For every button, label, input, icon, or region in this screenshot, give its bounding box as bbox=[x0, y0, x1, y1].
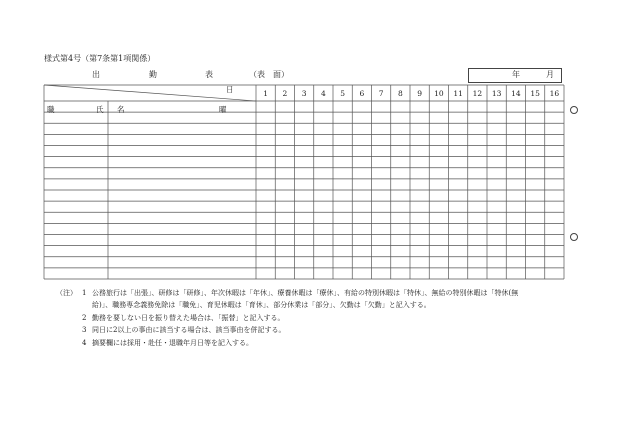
binder-hole-top bbox=[570, 106, 578, 114]
header-day-label: 日 bbox=[226, 85, 234, 94]
note-text: 摘要欄には採用・赴任・退職年月日等を記入する。 bbox=[92, 338, 253, 347]
note-text: 勤務を要しない日を振り替えた場合は、「振替」と記入する。 bbox=[92, 313, 285, 322]
title-char-1: 出 bbox=[92, 70, 100, 79]
binder-hole-bottom bbox=[570, 233, 578, 241]
header-name-label: 名 bbox=[117, 105, 125, 114]
form-number: 様式第4号（第7条第1項関係） bbox=[44, 54, 156, 63]
day-number-4: 4 bbox=[320, 89, 326, 98]
title-char-3: 表 bbox=[205, 70, 213, 79]
day-number-9: 9 bbox=[417, 89, 423, 98]
note-number: 4 bbox=[82, 338, 87, 347]
day-number-11: 11 bbox=[453, 89, 463, 98]
notes-section bbox=[56, 287, 518, 349]
day-number-8: 8 bbox=[397, 89, 403, 98]
note-number: 3 bbox=[82, 326, 87, 335]
note-text: 同日に2以上の事由に該当する場合は、該当事由を併記する。 bbox=[92, 326, 286, 335]
note-item-1 bbox=[56, 287, 518, 299]
day-number-7: 7 bbox=[378, 89, 384, 98]
note-item-1-continued: 給)」、職務専念義務免除は「職免」、育児休暇は「育休」、部分休業は「部分」、欠勤は「欠勤」と記入する。 bbox=[92, 301, 431, 310]
notes-prefix: （注） bbox=[56, 289, 77, 297]
header-diagonal bbox=[44, 85, 256, 101]
note-text: 公務旅行は「出張」、研修は「研修」、年次休暇は「年休」、療養休暇は「療休」、有給の特別休暇は「特休」、無給の特別休暇は「特休(無 bbox=[92, 289, 519, 297]
title-side-label: （表 面） bbox=[249, 70, 289, 79]
day-number-3: 3 bbox=[301, 89, 307, 98]
day-number-5: 5 bbox=[340, 89, 346, 98]
day-number-14: 14 bbox=[511, 89, 521, 98]
note-number: 2 bbox=[82, 313, 87, 322]
day-number-6: 6 bbox=[359, 89, 365, 98]
day-number-1: 1 bbox=[263, 89, 269, 98]
day-number-10: 10 bbox=[434, 89, 444, 98]
note-item-3 bbox=[56, 324, 518, 336]
header-weekday-label: 曜 bbox=[219, 105, 227, 114]
day-number-15: 15 bbox=[530, 89, 540, 98]
day-number-16: 16 bbox=[549, 89, 560, 98]
header-post-label: 職 bbox=[47, 105, 55, 114]
note-item-2 bbox=[56, 312, 518, 324]
header-surname-label: 氏 bbox=[96, 105, 104, 114]
note-number: 1 bbox=[82, 289, 87, 297]
day-number-2: 2 bbox=[282, 89, 288, 98]
day-number-12: 12 bbox=[472, 89, 483, 98]
title-char-2: 勤 bbox=[149, 70, 157, 79]
day-number-13: 13 bbox=[491, 89, 502, 98]
note-item-4 bbox=[56, 337, 518, 349]
month-label: 月 bbox=[546, 70, 554, 79]
year-label: 年 bbox=[512, 70, 520, 79]
